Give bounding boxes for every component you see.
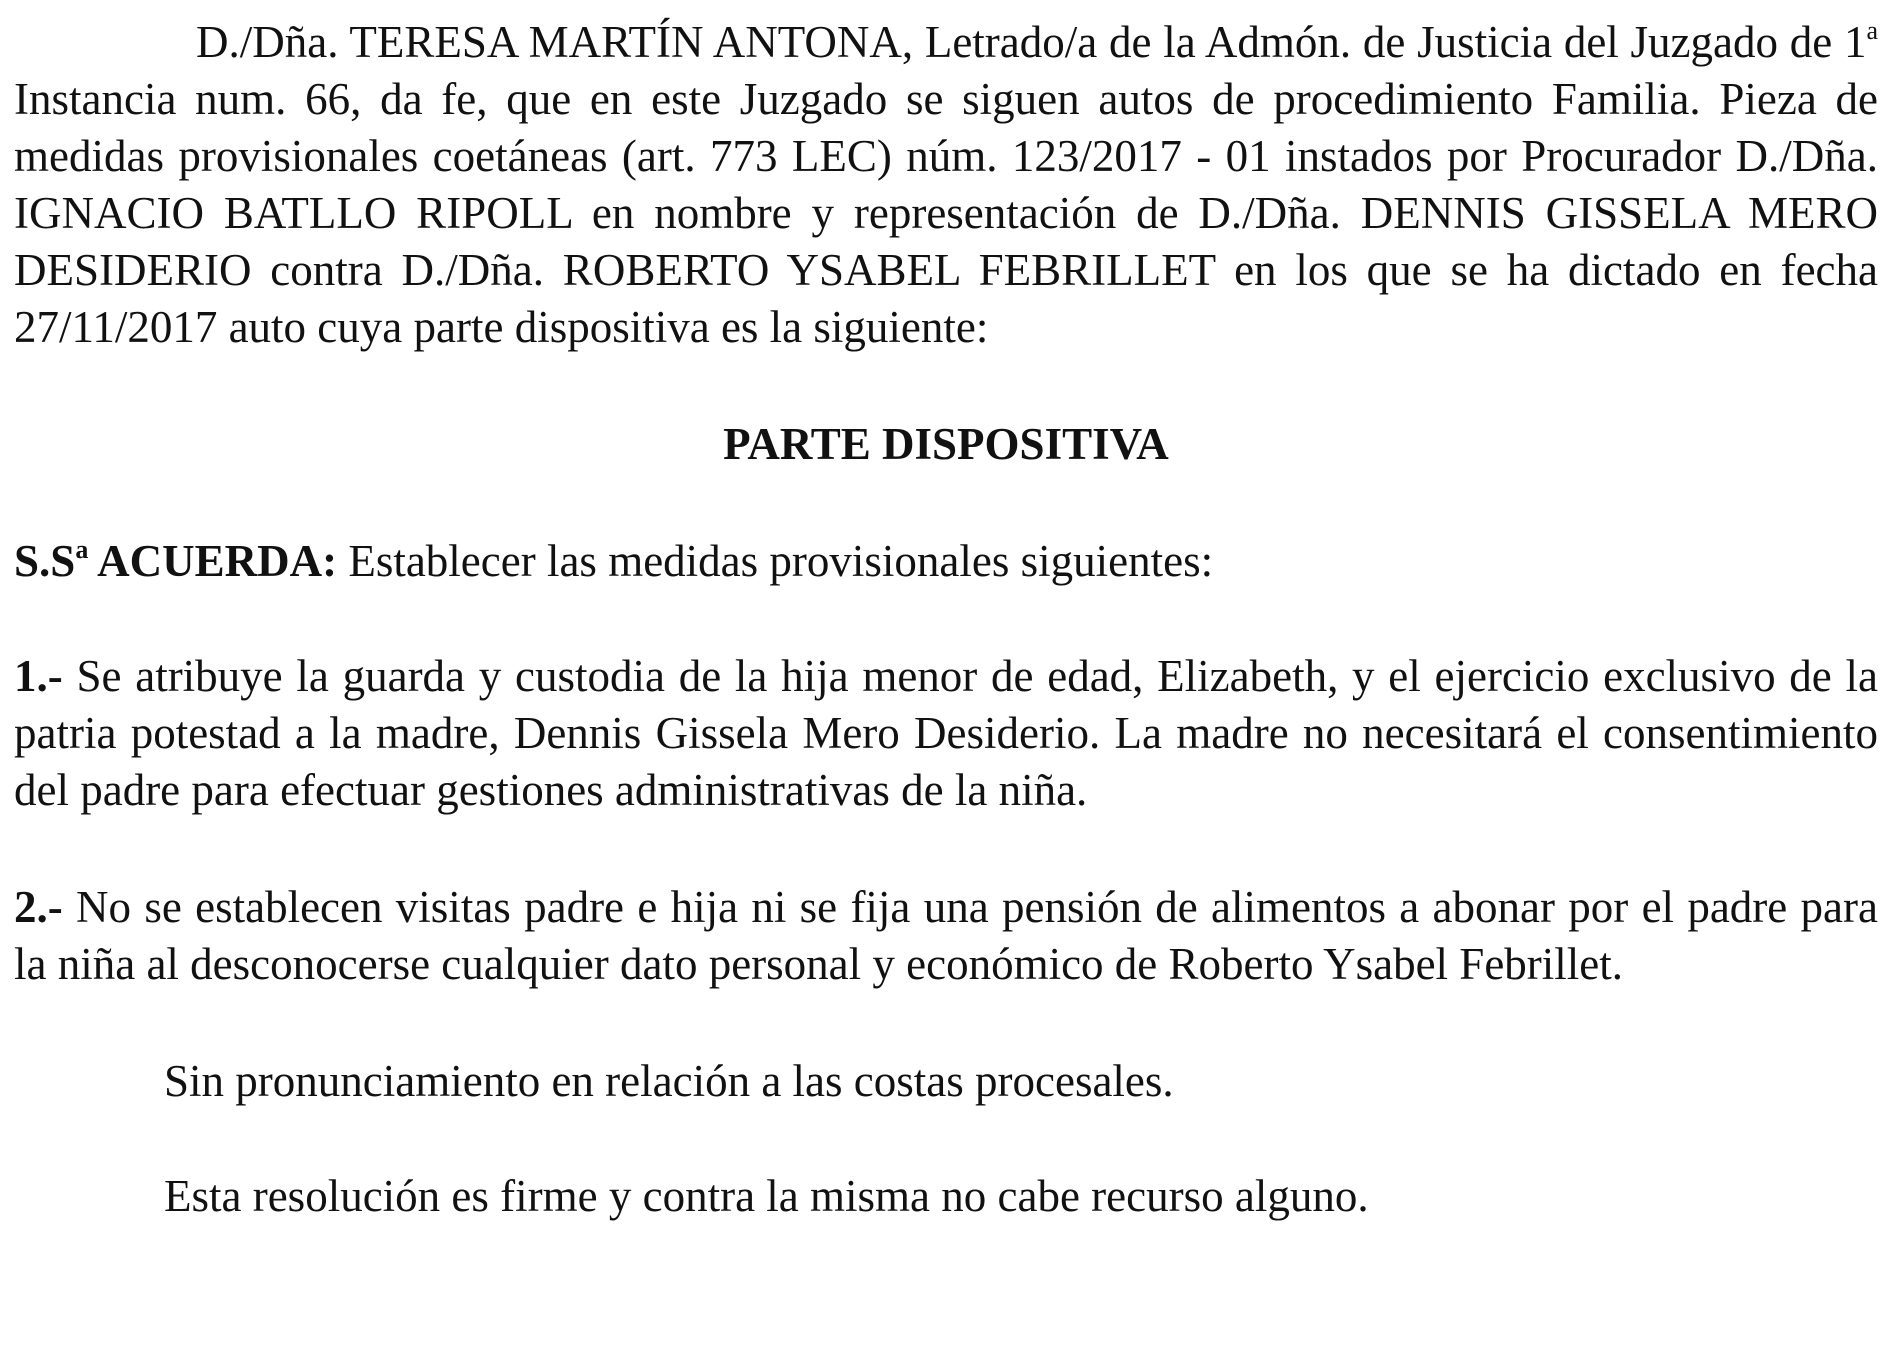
acuerda-paragraph bbox=[14, 533, 1878, 590]
acuerda-lead-prefix: S.S bbox=[14, 536, 76, 586]
acuerda-ordinal: a bbox=[75, 535, 89, 564]
measure-text: Se atribuye la guarda y custodia de la hija menor de edad, Elizabeth, y el ejercicio exclusivo de la patria potestad a la madre, Dennis Gissela Mero Desiderio. La madre no necesitará el consentimiento del padre para efectuar gestiones administrativas de la niña. bbox=[14, 651, 1878, 815]
measure-number: 2.- bbox=[14, 882, 63, 932]
intro-text-part-1: D./Dña. TERESA MARTÍN ANTONA, Letrado/a de la Admón. de Justicia del Juzgado de 1 bbox=[196, 17, 1867, 67]
intro-paragraph bbox=[14, 14, 1878, 356]
measure-item-1 bbox=[14, 648, 1878, 819]
costas-statement: Sin pronunciamiento en relación a las costas procesales. bbox=[164, 1056, 1174, 1106]
measure-number: 1.- bbox=[14, 651, 63, 701]
firmness-statement: Esta resolución es firme y contra la misma no cabe recurso alguno. bbox=[164, 1171, 1369, 1221]
measure-text: No se establecen visitas padre e hija ni se fija una pensión de alimentos a abonar por el padre para la niña al desconocerse cualquier dato personal y económico de Roberto Ysabel Febrillet. bbox=[14, 882, 1878, 989]
section-heading: PARTE DISPOSITIVA bbox=[723, 419, 1169, 469]
measure-item-2 bbox=[14, 879, 1878, 993]
acuerda-text: Establecer las medidas provisionales siguientes: bbox=[337, 536, 1214, 586]
acuerda-lead-suffix: ACUERDA: bbox=[88, 536, 338, 586]
acuerda-lead bbox=[14, 536, 337, 586]
ordinal-superscript: a bbox=[1866, 16, 1878, 45]
document-page bbox=[14, 14, 1878, 1283]
intro-text-part-2: Instancia num. 66, da fe, que en este Juzgado se siguen autos de procedimiento Familia. Pieza de medidas provisionales coetáneas (art. 773 LEC) núm. 123/2017 - 01 instados por Procurador D./Dña. IGNACIO BATLLO RIPOLL en nombre y representación de D./Dña. DENNIS GISSELA MERO DESIDERIO contra D./Dña. ROBERTO YSABEL FEBRILLET en los que se ha dictado en fecha 27/11/2017 auto cuya parte dispositiva es la siguiente: bbox=[14, 74, 1878, 352]
